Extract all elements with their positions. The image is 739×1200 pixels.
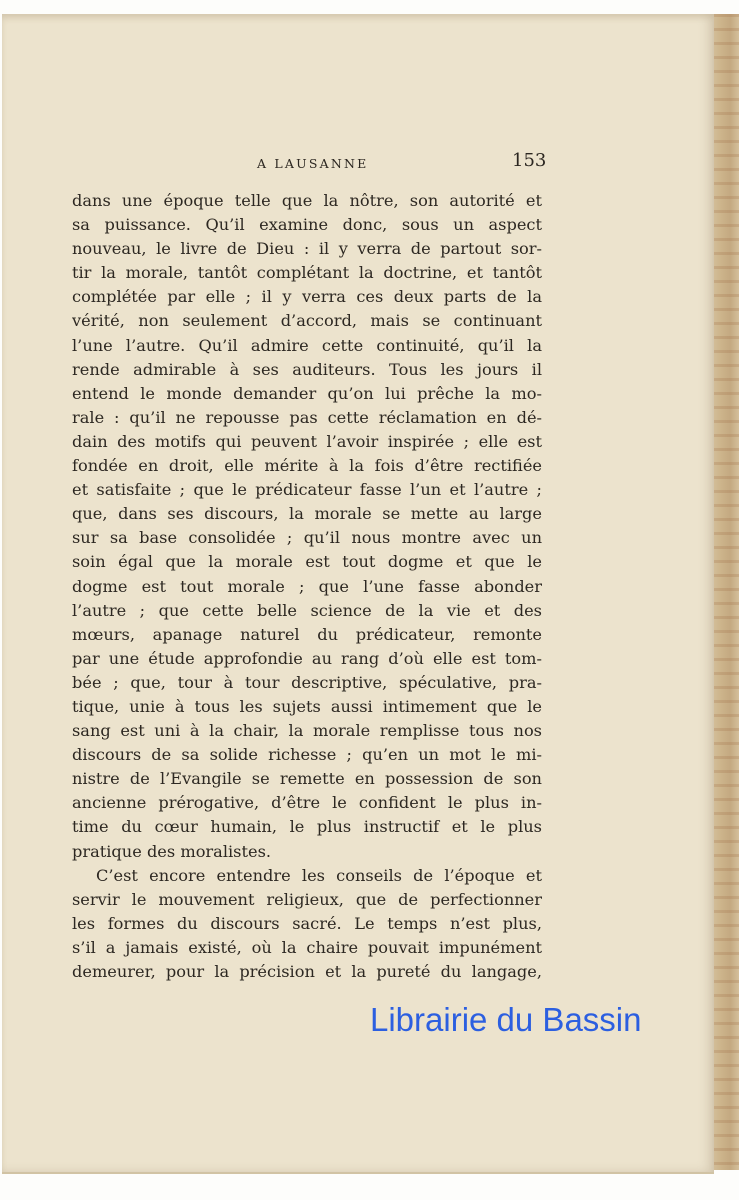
- text-line: ancienne prérogative, d’être le confident le plus in-: [72, 793, 542, 813]
- text-line: fondée en droit, elle mérite à la fois d’être rectifiée: [72, 456, 542, 476]
- text-line: tique, unie à tous les sujets aussi intimement que le: [72, 696, 542, 716]
- text-line: rende admirable à ses auditeurs. Tous les jours il: [72, 359, 542, 379]
- text-line: l’autre ; que cette belle science de la vie et des: [72, 600, 542, 620]
- text-line: vérité, non seulement d’accord, mais se continuant: [72, 311, 542, 331]
- text-line: l’une l’autre. Qu’il admire cette continuité, qu’il la: [72, 335, 542, 355]
- watermark: Librairie du Bassin: [370, 1001, 642, 1038]
- running-head: [72, 140, 547, 180]
- paragraph-start-line: C’est encore entendre les conseils de l’époque et: [96, 865, 542, 885]
- text-line: par une étude approfondie au rang d’où elle est tom-: [72, 648, 542, 668]
- text-line: nouveau, le livre de Dieu : il y verra de partout sor-: [72, 239, 542, 259]
- running-title: A LAUSANNE: [257, 156, 369, 171]
- paragraph-end-line: pratique des moralistes.: [72, 841, 272, 861]
- text-line: dain des motifs qui peuvent l’avoir inspirée ; elle est: [72, 431, 542, 451]
- text-line: bée ; que, tour à tour descriptive, spéculative, pra-: [72, 672, 542, 692]
- body-text: [72, 189, 542, 984]
- text-line: les formes du discours sacré. Le temps n’est plus,: [72, 913, 542, 933]
- text-line: sa puissance. Qu’il examine donc, sous un aspect: [72, 215, 542, 235]
- text-line: time du cœur humain, le plus instructif et le plus: [72, 817, 542, 837]
- text-line: sur sa base consolidée ; qu’il nous montre avec un: [72, 528, 542, 548]
- text-line: dogme est tout morale ; que l’une fasse abonder: [72, 576, 542, 596]
- text-line: mœurs, apanage naturel du prédicateur, remonte: [72, 624, 542, 644]
- text-line: rale : qu’il ne repousse pas cette réclamation en dé-: [72, 407, 542, 427]
- text-line: dans une époque telle que la nôtre, son autorité et: [72, 191, 542, 210]
- text-line: sang est uni à la chair, la morale remplisse tous nos: [72, 721, 542, 741]
- text-line: tir la morale, tantôt complétant la doctrine, et tantôt: [72, 263, 542, 283]
- text-line: discours de sa solide richesse ; qu’en un mot le mi-: [72, 745, 542, 765]
- text-line: entend le monde demander qu’on lui prêche la mo-: [72, 383, 542, 403]
- text-line: demeurer, pour la précision et la pureté du langage,: [72, 962, 542, 981]
- text-line: soin égal que la morale est tout dogme et que le: [72, 552, 542, 572]
- page-number: 153: [512, 150, 547, 171]
- text-line: s’il a jamais existé, où la chaire pouvait impunément: [72, 937, 542, 957]
- text-line: nistre de l’Evangile se remette en possession de son: [72, 769, 542, 789]
- text-line: servir le mouvement religieux, que de perfectionner: [72, 889, 542, 909]
- text-line: que, dans ses discours, la morale se mette au large: [72, 504, 542, 524]
- text-line: et satisfaite ; que le prédicateur fasse l’un et l’autre ;: [72, 480, 542, 500]
- text-line: complétée par elle ; il y verra ces deux parts de la: [72, 287, 542, 307]
